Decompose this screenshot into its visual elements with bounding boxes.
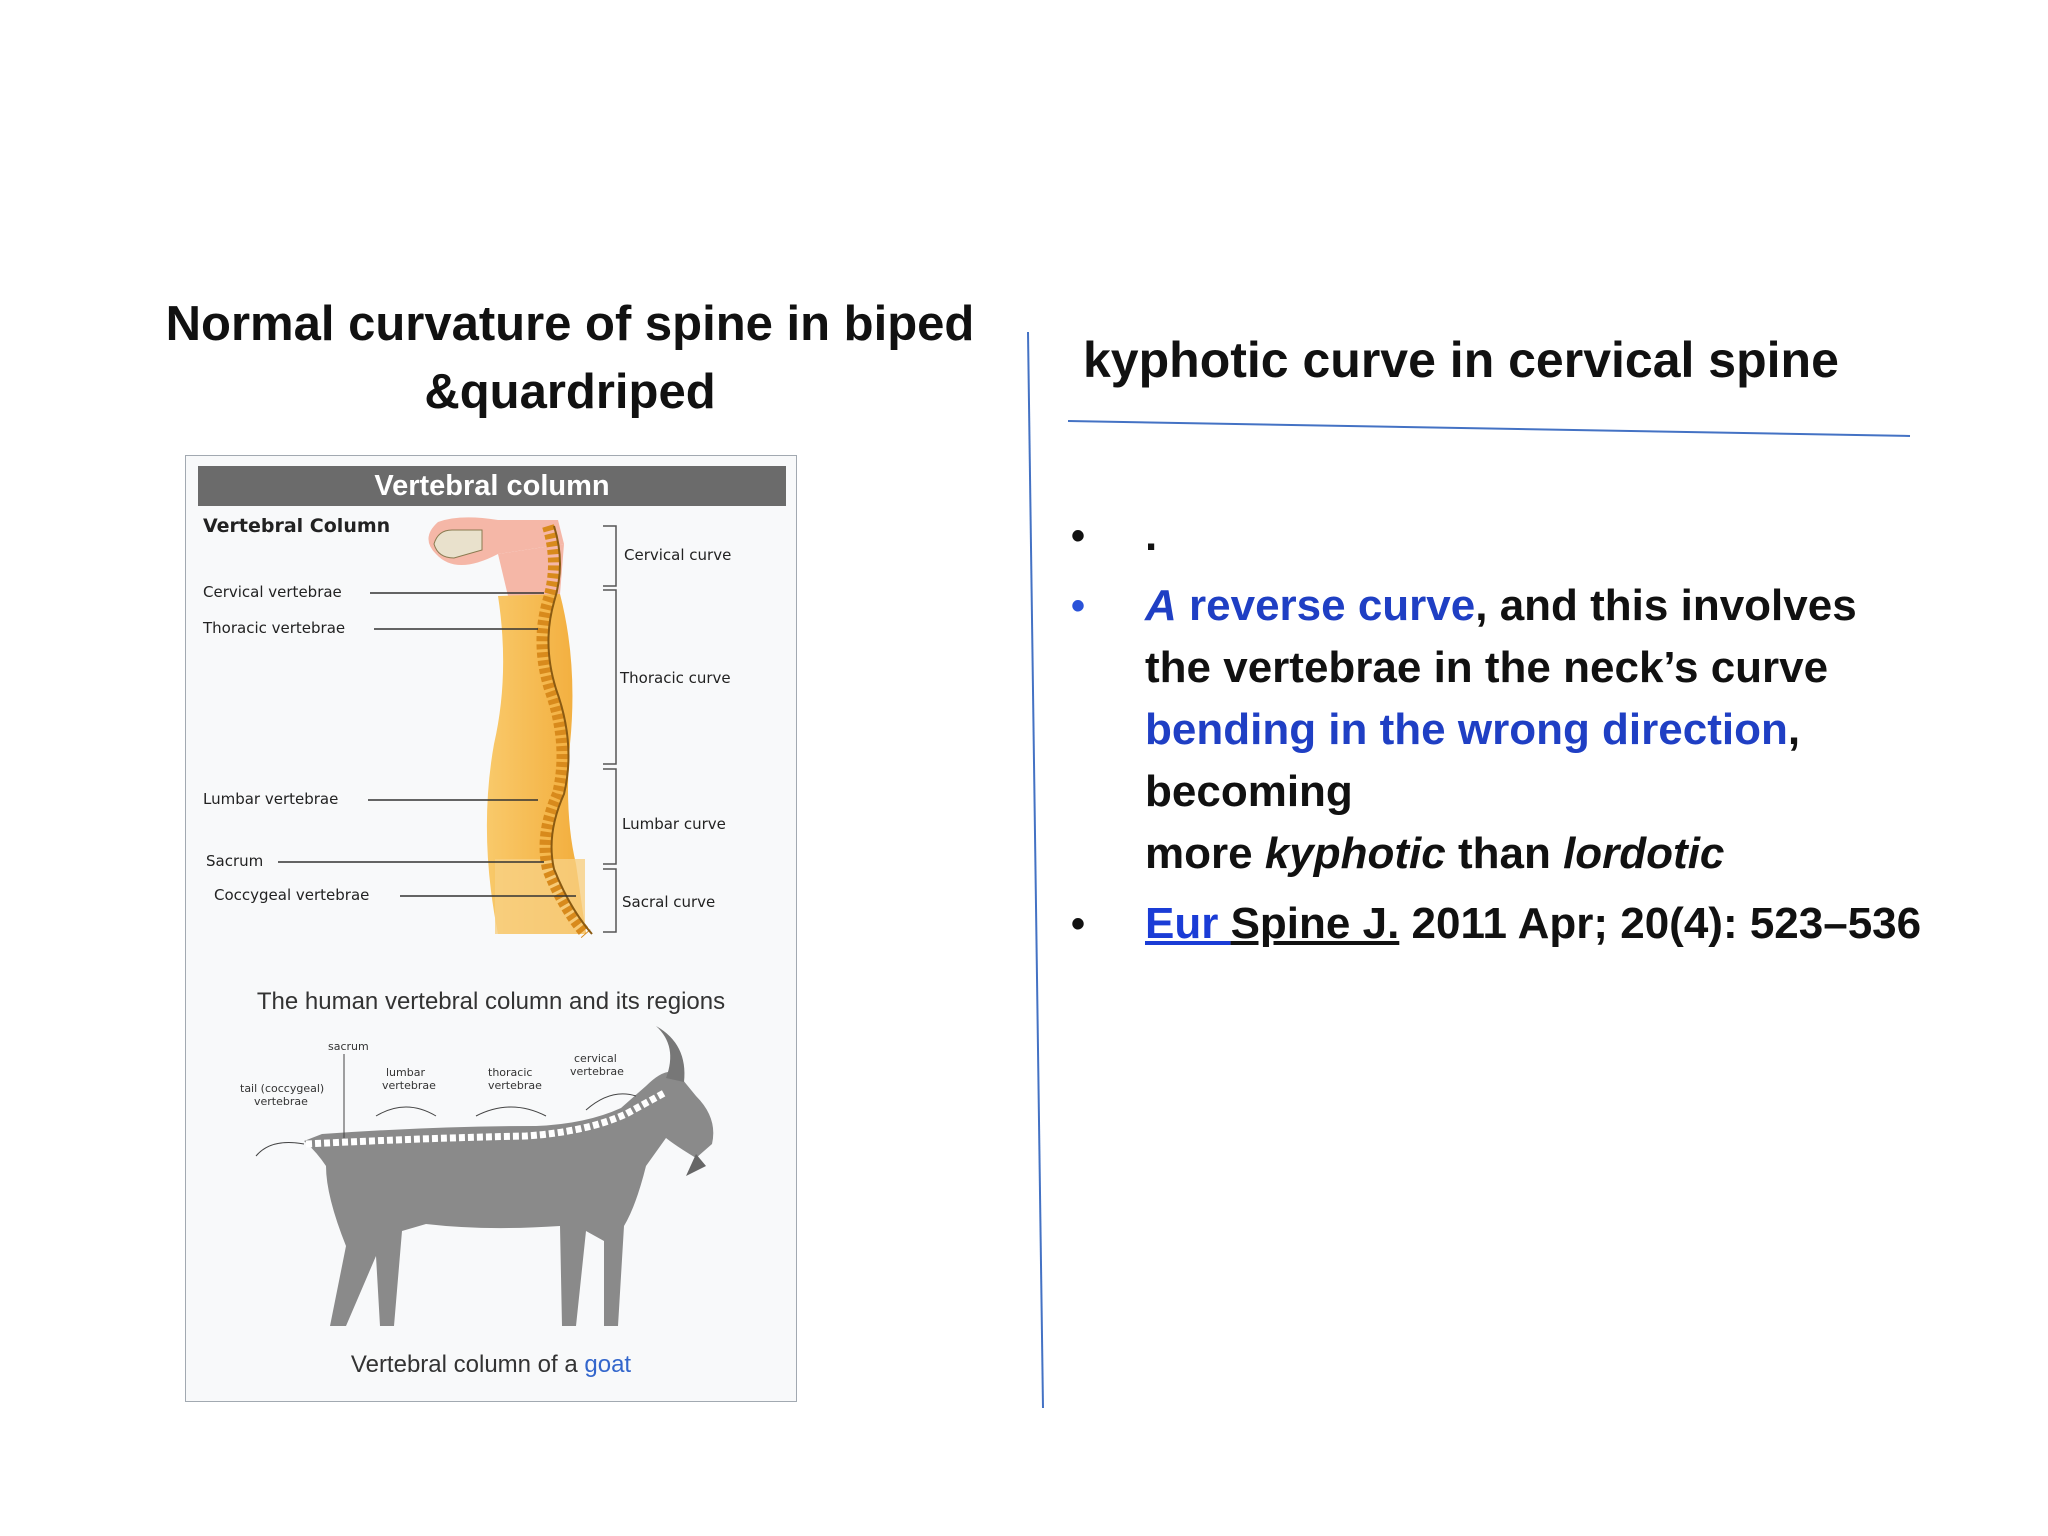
figure-header: Vertebral column xyxy=(198,466,786,506)
bullet-2-line-3 xyxy=(1145,699,1965,761)
citation-details: 2011 Apr; 20(4): 523–536 xyxy=(1399,899,1922,948)
label-cervical-vertebrae: Cervical vertebrae xyxy=(203,583,342,601)
goat-label-thoracic-2: vertebrae xyxy=(488,1079,542,1092)
label-cervical-curve: Cervical curve xyxy=(624,546,732,564)
bullet-1-text: . xyxy=(1145,511,1158,560)
highlight-wrong-direction: bending in the wrong direction xyxy=(1145,705,1788,754)
goat-label-tail-1: tail (coccygeal) xyxy=(240,1082,325,1095)
bullet-2-than: than xyxy=(1445,829,1564,878)
bullet-2-rest-1: , and this involves xyxy=(1475,581,1857,630)
left-title-line1: Normal curvature of spine in biped xyxy=(165,297,975,351)
goat-label-lumbar-2: vertebrae xyxy=(382,1079,436,1092)
bullet-dot-icon: • xyxy=(1071,514,1086,558)
label-sacral-curve: Sacral curve xyxy=(622,893,716,911)
bullet-2-line-5 xyxy=(1145,823,1965,885)
bullet-2-line-3-tail: , xyxy=(1787,705,1801,754)
left-title-line2: &quardriped xyxy=(424,365,716,419)
italic-a: A xyxy=(1145,581,1177,630)
right-title: kyphotic curve in cervical spine xyxy=(1083,332,1839,388)
bullet-2-line-4: becoming xyxy=(1145,767,1353,816)
goat-label-tail-2: vertebrae xyxy=(254,1095,308,1108)
label-coccygeal-vertebrae: Coccygeal vertebrae xyxy=(214,886,370,904)
label-lumbar-vertebrae: Lumbar vertebrae xyxy=(203,790,339,808)
caption-goat-prefix: Vertebral column of a xyxy=(350,1351,585,1378)
goat-label-lumbar-1: lumbar xyxy=(386,1066,425,1079)
label-thoracic-vertebrae: Thoracic vertebrae xyxy=(203,619,346,637)
lordotic-word: lordotic xyxy=(1563,829,1725,878)
bullet-dot-icon: • xyxy=(1071,902,1086,946)
bullet-item-3 xyxy=(1065,893,1965,955)
bullet-2-more: more xyxy=(1145,829,1265,878)
highlight-reverse-curve: A reverse curve xyxy=(1145,581,1476,630)
journal-name: Spine J. xyxy=(1230,899,1400,948)
goat-label-cervical-1: cervical xyxy=(574,1052,617,1065)
goat-label-thoracic-1: thoracic xyxy=(488,1066,533,1079)
kyphotic-word: kyphotic xyxy=(1264,829,1446,878)
bullet-item-1 xyxy=(1065,505,1965,567)
caption-human: The human vertebral column and its regions xyxy=(256,988,726,1015)
bullet-dot-icon: • xyxy=(1071,584,1086,628)
goat-label-cervical-2: vertebrae xyxy=(570,1065,624,1078)
bullet-item-2 xyxy=(1065,575,1965,885)
label-lumbar-curve: Lumbar curve xyxy=(622,815,726,833)
label-sacrum: Sacrum xyxy=(206,852,264,870)
bullet-2-line-1 xyxy=(1145,575,1965,637)
label-thoracic-curve: Thoracic curve xyxy=(620,669,731,687)
title-underline xyxy=(1068,421,1910,436)
eur-link[interactable]: Eur xyxy=(1145,899,1231,948)
vertical-divider xyxy=(1028,332,1043,1408)
bullet-2-line-2: the vertebrae in the neck’s curve xyxy=(1145,643,1829,692)
goat-link[interactable]: goat xyxy=(584,1351,632,1378)
goat-label-sacrum: sacrum xyxy=(328,1040,369,1053)
figure-subtitle: Vertebral Column xyxy=(203,515,391,537)
bullet-list xyxy=(1065,505,1965,963)
